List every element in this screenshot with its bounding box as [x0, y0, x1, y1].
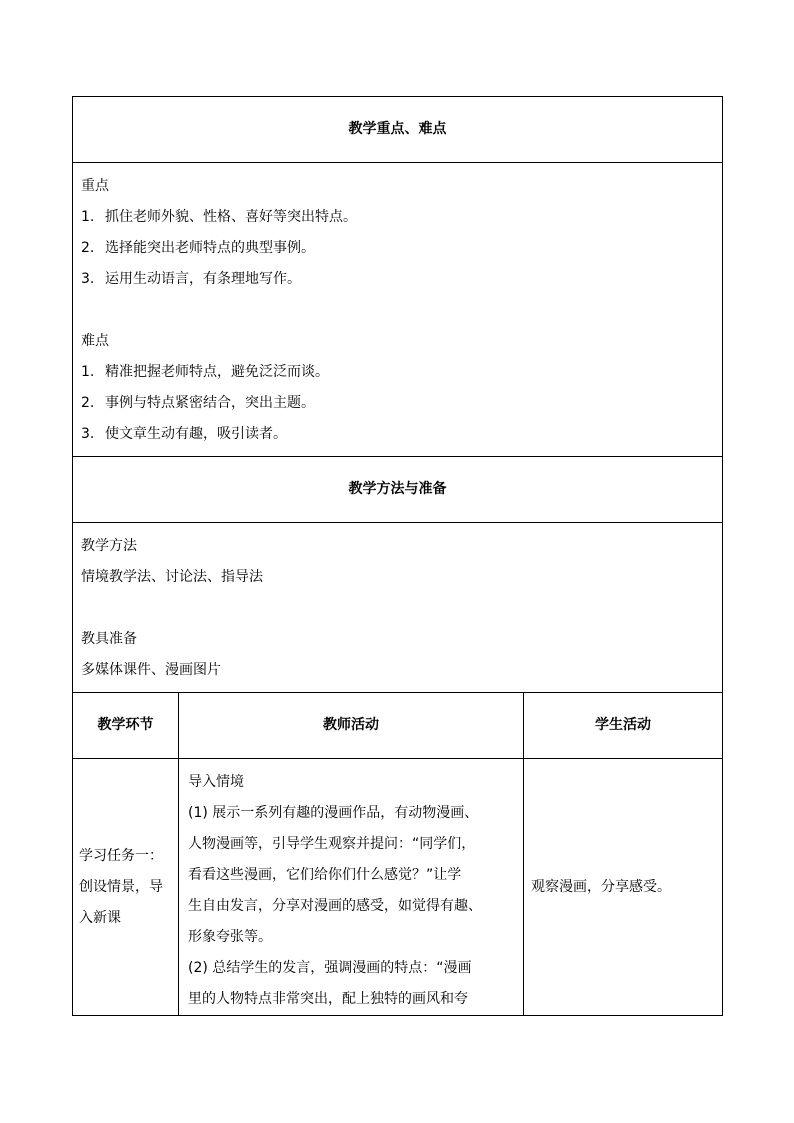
section-header-row	[73, 97, 723, 163]
item-text: 运用生动语言，有条理地写作。	[105, 271, 301, 287]
spacer	[81, 295, 714, 326]
list-item	[81, 202, 714, 233]
section-title-text: 教学方法与准备	[348, 481, 447, 497]
column-header-row	[73, 693, 723, 759]
table-row	[73, 759, 723, 1016]
tools-text: 多媒体课件、漫画图片	[81, 662, 221, 678]
item-text: 事例与特点紧密结合，突出主题。	[105, 395, 315, 411]
key-points-heading: 重点	[81, 178, 109, 194]
method-text: 情境教学法、讨论法、指导法	[81, 569, 263, 585]
list-item	[81, 419, 714, 450]
tools-heading: 教具准备	[81, 631, 137, 647]
difficult-points-heading: 难点	[81, 333, 109, 349]
section-content-row	[73, 523, 723, 693]
lesson-plan-table	[72, 96, 723, 1016]
stage-line: 入新课	[79, 909, 121, 926]
teacher-line: (1) 展示一系列有趣的漫画作品，有动物漫画、	[188, 805, 479, 821]
student-text: 观察漫画，分享感受。	[531, 878, 671, 895]
column-header-stage: 教学环节	[73, 693, 179, 759]
item-number: 1.	[81, 364, 95, 380]
section-title-methods	[73, 457, 723, 523]
teacher-activity-cell	[179, 759, 524, 1016]
column-header-teacher: 教师活动	[179, 693, 524, 759]
teacher-line: 导入情境	[188, 774, 244, 790]
section-title-text: 教学重点、难点	[348, 121, 447, 137]
stage-line: 学习任务一：	[79, 847, 163, 864]
item-number: 3.	[81, 271, 95, 287]
method-heading: 教学方法	[81, 538, 137, 554]
section-title-key-difficult	[73, 97, 723, 163]
methods-content	[73, 523, 723, 693]
item-text: 精准把握老师特点，避免泛泛而谈。	[105, 364, 329, 380]
teacher-line: 形象夸张等。	[188, 929, 272, 945]
column-header-student: 学生活动	[524, 693, 723, 759]
teacher-line: 人物漫画等，引导学生观察并提问：“同学们，	[188, 836, 476, 852]
item-number: 2.	[81, 240, 95, 256]
student-activity-cell	[524, 759, 723, 1016]
list-item	[81, 233, 714, 264]
spacer	[81, 593, 714, 624]
teacher-line: 生自由发言，分享对漫画的感受，如觉得有趣、	[188, 898, 482, 914]
lesson-plan-page	[72, 96, 722, 1016]
section-header-row	[73, 457, 723, 523]
item-number: 2.	[81, 395, 95, 411]
teacher-line: (2) 总结学生的发言，强调漫画的特点：“漫画	[188, 960, 472, 976]
key-difficult-content	[73, 163, 723, 457]
teacher-line: 里的人物特点非常突出，配上独特的画风和夸	[188, 991, 468, 1007]
item-text: 使文章生动有趣，吸引读者。	[105, 426, 287, 442]
list-item	[81, 357, 714, 388]
item-text: 抓住老师外貌、性格、喜好等突出特点。	[105, 209, 357, 225]
stage-line: 创设情景，导	[79, 878, 163, 895]
item-number: 1.	[81, 209, 95, 225]
list-item	[81, 264, 714, 295]
list-item	[81, 388, 714, 419]
item-number: 3.	[81, 426, 95, 442]
stage-cell	[73, 759, 179, 1016]
item-text: 选择能突出老师特点的典型事例。	[105, 240, 315, 256]
teacher-line: 看看这些漫画，它们给你们什么感觉？”让学	[188, 867, 462, 883]
section-content-row	[73, 163, 723, 457]
